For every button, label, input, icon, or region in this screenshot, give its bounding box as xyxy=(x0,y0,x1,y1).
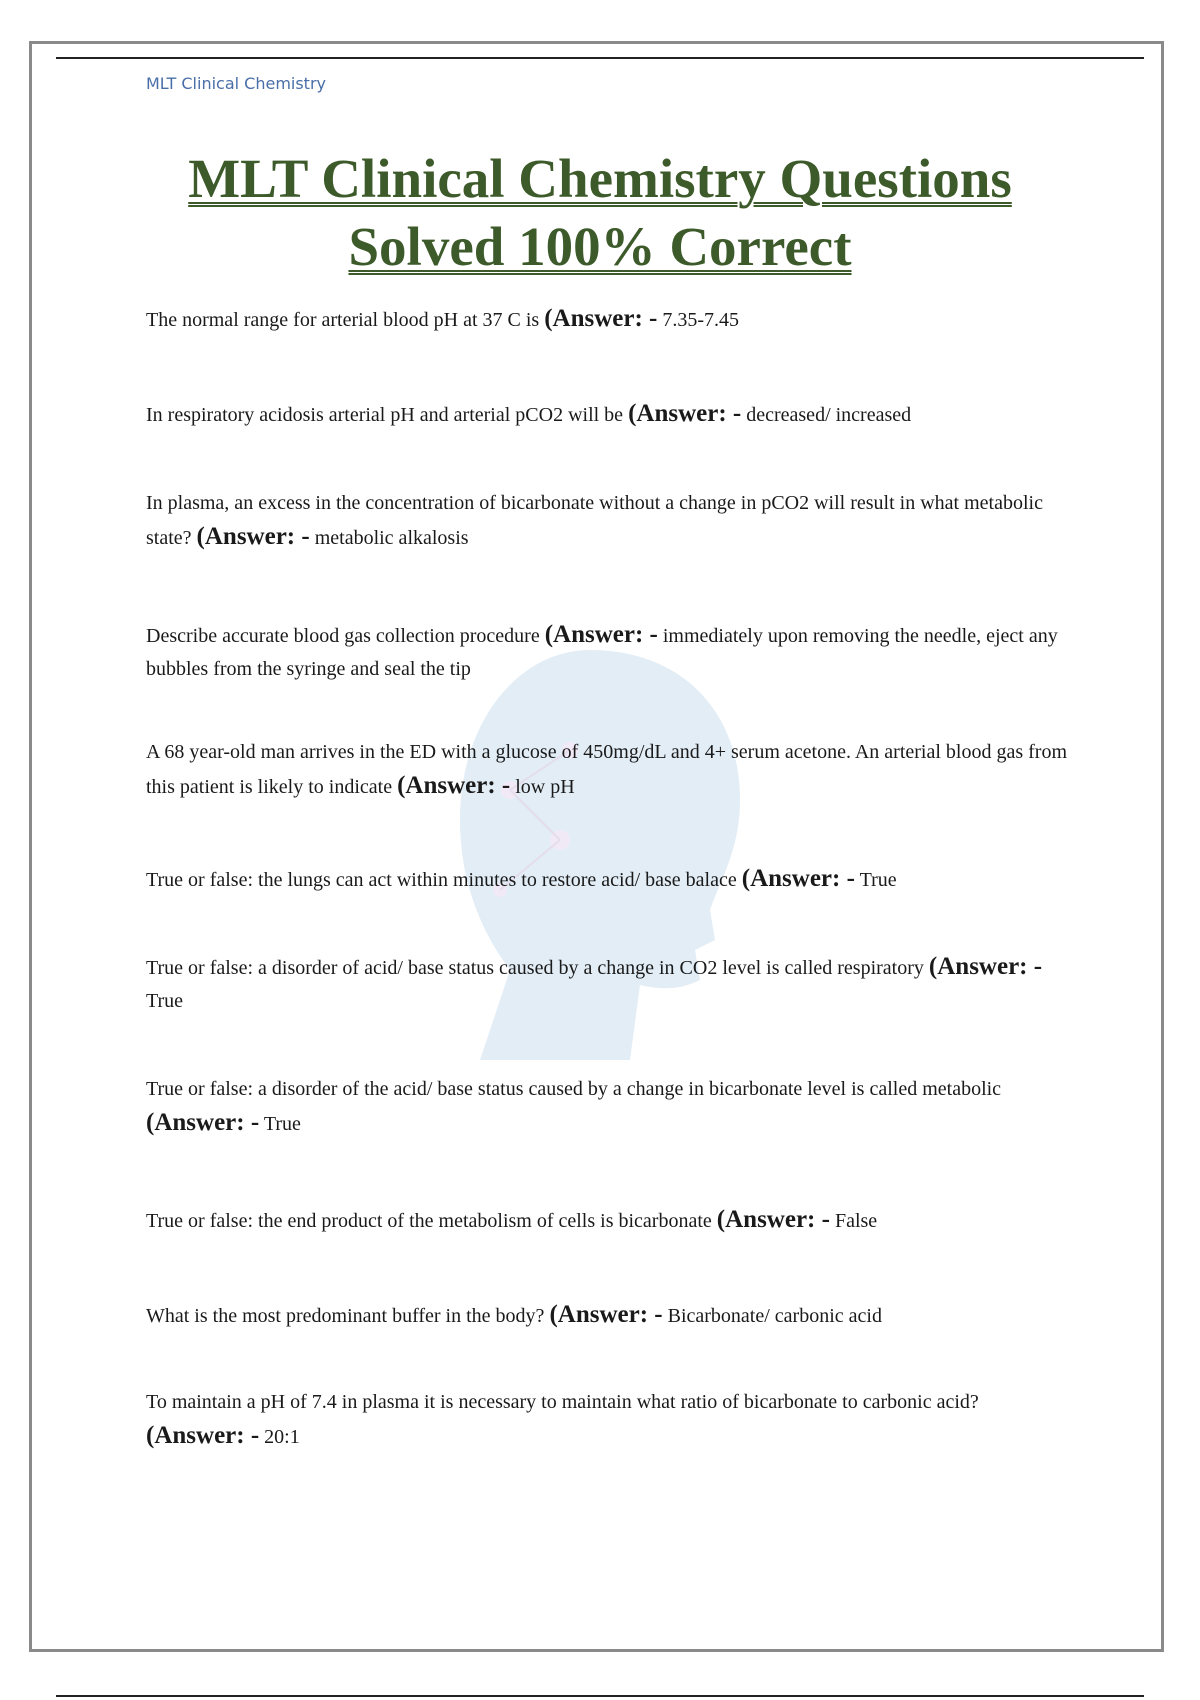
answer-text: decreased/ increased xyxy=(746,404,912,426)
answer-label: (Answer: - xyxy=(741,865,855,892)
question-text: True or false: a disorder of acid/ base status caused by a change in CO2 level is called respiratory xyxy=(146,957,924,979)
running-header: MLT Clinical Chemistry xyxy=(146,74,326,93)
question-text: What is the most predominant buffer in the body? xyxy=(146,1305,545,1327)
qa-item-11 xyxy=(146,1386,1076,1454)
qa-item-1 xyxy=(146,302,1076,337)
top-rule xyxy=(56,57,1144,59)
answer-label: (Answer: - xyxy=(716,1206,830,1233)
question-text: True or false: the end product of the metabolism of cells is bicarbonate xyxy=(146,1210,712,1232)
answer-text: 7.35-7.45 xyxy=(662,309,740,331)
bottom-rule xyxy=(56,1695,1144,1697)
question-text: Describe accurate blood gas collection procedure xyxy=(146,625,540,647)
answer-text: 20:1 xyxy=(264,1426,300,1448)
question-text: To maintain a pH of 7.4 in plasma it is necessary to maintain what ratio of bicarbonate to carbonic acid? xyxy=(146,1391,979,1413)
qa-item-7 xyxy=(146,950,1076,1018)
qa-item-3 xyxy=(146,487,1076,555)
answer-text: low pH xyxy=(515,776,575,798)
title-line-2: Solved 100% Correct xyxy=(348,216,852,277)
answer-label: (Answer: - xyxy=(628,400,742,427)
qa-item-8 xyxy=(146,1073,1076,1141)
answer-label: (Answer: - xyxy=(397,772,511,799)
qa-item-5 xyxy=(146,736,1076,804)
question-text: The normal range for arterial blood pH at 37 C is xyxy=(146,309,540,331)
question-text: A 68 year-old man arrives in the ED with a glucose of 450mg/dL and 4+ serum acetone. An arterial blood gas from this patient is likely to indicate xyxy=(146,741,1067,798)
answer-label: (Answer: - xyxy=(544,305,658,332)
answer-label: (Answer: - xyxy=(146,1109,260,1136)
question-text: In plasma, an excess in the concentration of bicarbonate without a change in pCO2 will result in what metabolic state? xyxy=(146,492,1043,549)
qa-item-4 xyxy=(146,618,1076,686)
question-text: In respiratory acidosis arterial pH and arterial pCO2 will be xyxy=(146,404,624,426)
answer-text: True xyxy=(146,990,184,1012)
answer-text: False xyxy=(834,1210,878,1232)
qa-item-6 xyxy=(146,862,1076,897)
answer-text: immediately upon removing the needle, eject any bubbles from the syringe and seal the tip xyxy=(146,625,1058,680)
answer-text: metabolic alkalosis xyxy=(314,527,469,549)
title-line-1: MLT Clinical Chemistry Questions xyxy=(188,148,1012,209)
qa-item-9 xyxy=(146,1203,1076,1238)
answer-label: (Answer: - xyxy=(549,1301,663,1328)
document-title xyxy=(100,145,1100,281)
answer-label: (Answer: - xyxy=(146,1422,260,1449)
answer-text: Bicarbonate/ carbonic acid xyxy=(667,1305,882,1327)
answer-label: (Answer: - xyxy=(544,621,658,648)
answer-text: True xyxy=(859,869,897,891)
answer-text: True xyxy=(263,1113,301,1135)
qa-item-2 xyxy=(146,397,1076,432)
answer-label: (Answer: - xyxy=(928,953,1043,980)
question-text: True or false: a disorder of the acid/ base status caused by a change in bicarbonate level is called metabolic xyxy=(146,1078,1002,1100)
question-text: True or false: the lungs can act within minutes to restore acid/ base balace xyxy=(146,869,737,891)
answer-label: (Answer: - xyxy=(196,523,310,550)
qa-item-10 xyxy=(146,1298,1076,1333)
